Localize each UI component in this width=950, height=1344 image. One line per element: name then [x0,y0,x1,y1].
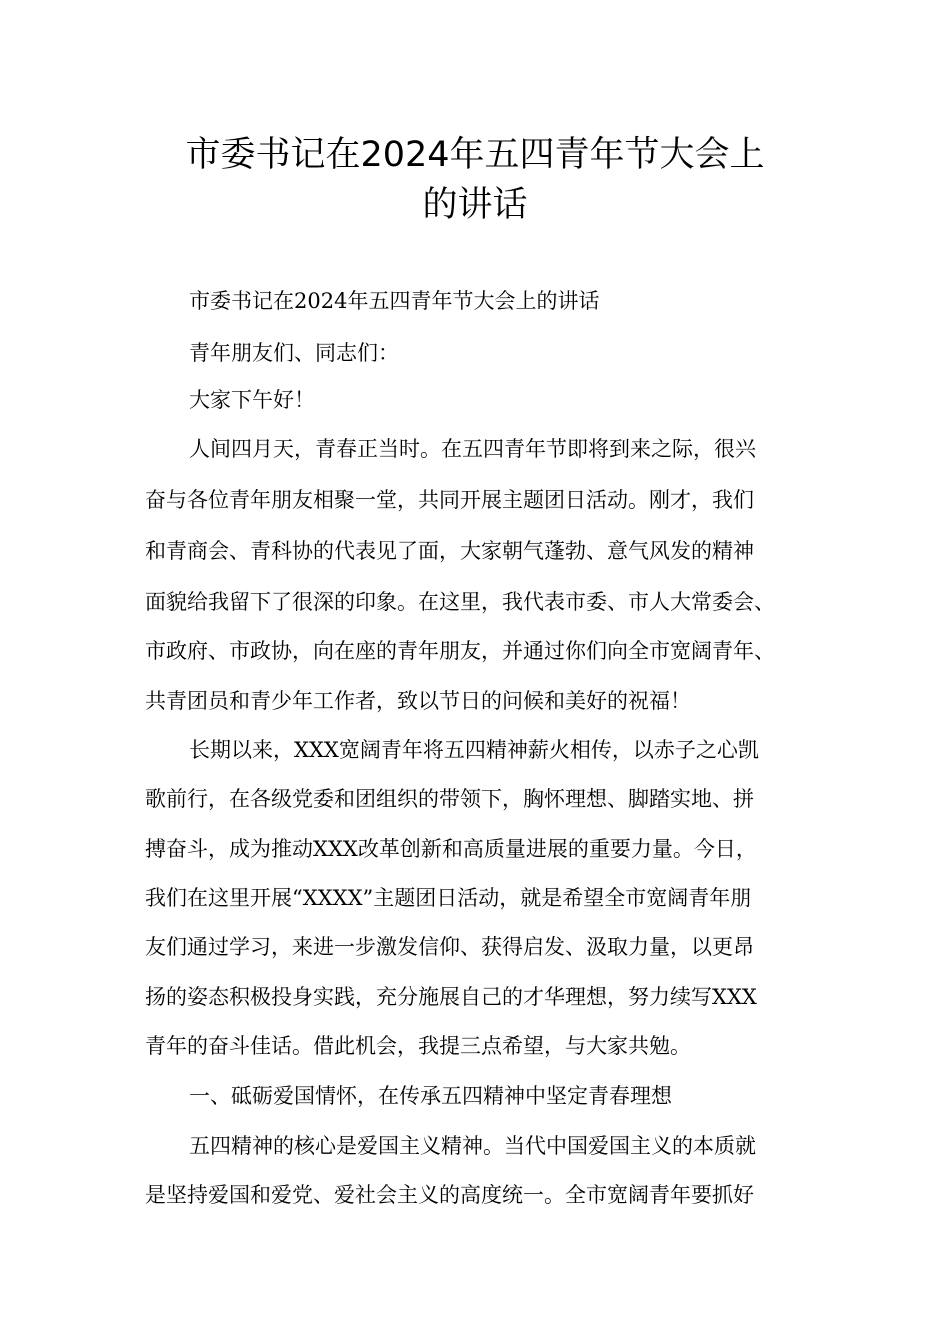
subtitle-line: 市委书记在2024年五四青年节大会上的讲话 [189,289,600,313]
paragraph-1-line-1: 人间四月天，青春正当时。在五四青年节即将到来之际，很兴 [189,437,756,461]
paragraph-2-line-7: 青年的奋斗佳话。借此机会，我提三点希望，与大家共勉。 [145,1034,691,1058]
document-title-line-2: 的讲话 [422,185,528,225]
paragraph-1-line-4: 面貌给我留下了很深的印象。在这里，我代表市委、市人大常委会、 [145,590,775,614]
paragraph-2-line-1: 长期以来，XXX宽阔青年将五四精神薪火相传，以赤子之心凯 [189,738,759,762]
paragraph-3-line-2: 是坚持爱国和爱党、爱社会主义的高度统一。全市宽阔青年要抓好 [145,1183,754,1207]
salutation-line: 青年朋友们、同志们： [189,341,399,365]
paragraph-2-line-5: 友们通过学习，来进一步激发信仰、获得启发、汲取力量，以更昂 [145,935,754,959]
paragraph-1-line-6: 共青团员和青少年工作者，致以节日的问候和美好的祝福！ [145,689,691,713]
paragraph-2-line-3: 搏奋斗，成为推动XXX改革创新和高质量进展的重要力量。今日， [145,837,757,861]
paragraph-2-line-4: 我们在这里开展“XXXX”主题团日活动，就是希望全市宽阔青年朋 [145,886,752,910]
document-title-line-1: 市委书记在2024年五四青年节大会上 [185,135,765,175]
paragraph-2-line-6: 扬的姿态积极投身实践，充分施展自己的才华理想，努力续写XXX [145,985,757,1009]
paragraph-1-line-2: 奋与各位青年朋友相聚一堂，共同开展主题团日活动。刚才，我们 [145,488,754,512]
paragraph-2-line-2: 歌前行，在各级党委和团组织的带领下，胸怀理想、脚踏实地、拼 [145,787,754,811]
paragraph-3-line-1: 五四精神的核心是爱国主义精神。当代中国爱国主义的本质就 [189,1134,756,1158]
paragraph-1-line-5: 市政府、市政协，向在座的青年朋友，并通过你们向全市宽阔青年、 [145,639,775,663]
section-heading-1: 一、砥砺爱国情怀，在传承五四精神中坚定青春理想 [189,1084,672,1108]
paragraph-1-line-3: 和青商会、青科协的代表见了面，大家朝气蓬勃、意气风发的精神 [145,539,754,563]
greeting-line: 大家下午好！ [189,388,315,412]
